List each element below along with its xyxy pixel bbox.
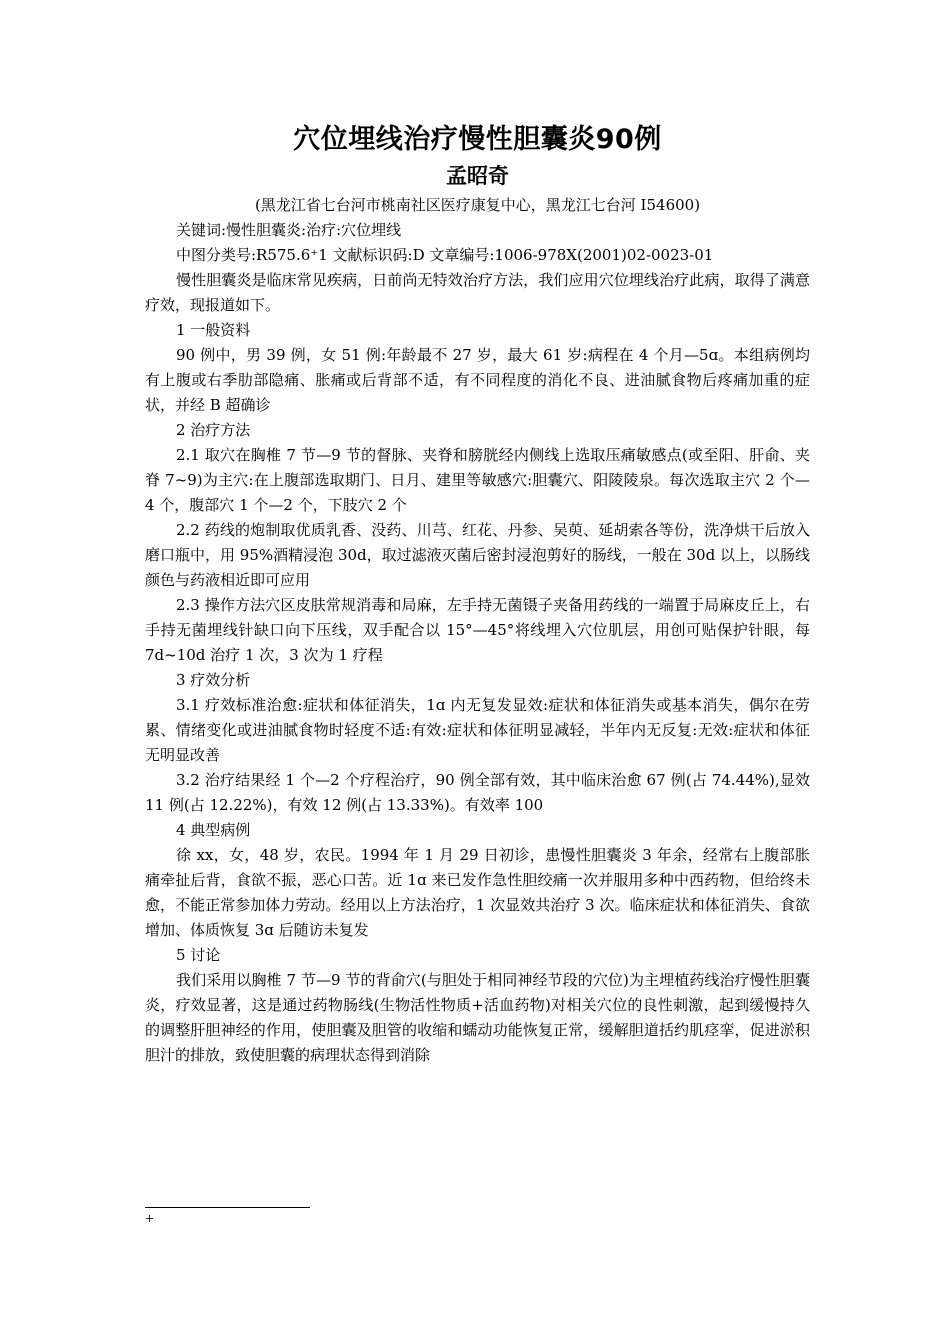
method-2-1-paragraph: 2.1 取穴在胸椎 7 节—9 节的督脉、夹脊和膀胱经内侧线上选取压痛敏感点(或至阳、肝俞、夹脊 7~9)为主穴:在上腹部选取期门、日月、建里等敏感穴:胆囊穴、阳陵陵泉。每次选取主穴 2 个—4 个，腹部穴 1 个—2 个，下肢穴 2 个	[145, 446, 810, 514]
efficacy-3-1-paragraph: 3.1 疗效标准治愈:症状和体征消失，1ɑ 内无复发显效:症状和体征消失或基本消失，偶尔在劳累、情绪变化或进油腻食物时轻度不适:有效:症状和体征明显减轻，半年内无反复:无效:症状和体征无明显改善	[145, 696, 810, 764]
footnote-mark: +	[145, 1212, 155, 1225]
general-data-paragraph: 90 例中，男 39 例，女 51 例:年龄最不 27 岁，最大 61 岁:病程在 4 个月—5ɑ。本组病例均有上腹或右季肋部隐痛、胀痛或后背部不适，有不同程度的消化不良、进油腻食物后疼痛加重的症状，并经 B 超确诊	[145, 346, 810, 414]
article	[145, 120, 810, 1068]
section-heading-discussion: 5 讨论	[176, 946, 221, 964]
efficacy-3-2-paragraph: 3.2 治疗结果经 1 个—2 个疗程治疗，90 例全部有效，其中临床治愈 67 例(占 74.44%),显效 11 例(占 12.22%)，有效 12 例(占 13.33%)。有效率 100	[145, 771, 810, 814]
section-heading-method: 2 治疗方法	[176, 421, 251, 439]
intro-paragraph: 慢性胆囊炎是临床常见疾病，日前尚无特效治疗方法，我们应用穴位埋线治疗此病，取得了满意疗效，现报道如下。	[145, 271, 810, 314]
article-title: 穴位埋线治疗慢性胆囊炎90例	[293, 124, 662, 155]
discussion-paragraph: 我们采用以胸椎 7 节—9 节的背俞穴(与胆处于相同神经节段的穴位)为主埋植药线治疗慢性胆囊炎，疗效显著，这是通过药物肠线(生物活性物质+活血药物)对相关穴位的良性刺激，起到缓慢持久的调整肝胆神经的作用，使胆囊及胆管的收缩和蠕动功能恢复正常，缓解胆道括约肌痉挛，促进淤积胆汁的排放，致使胆囊的病理状态得到消除	[145, 971, 810, 1064]
author-name: 孟昭奇	[446, 164, 509, 188]
method-2-2-paragraph: 2.2 药线的炮制取优质乳香、没药、川芎、红花、丹参、吴萸、延胡索各等份，洗净烘干后放入磨口瓶中，用 95%酒精浸泡 30d，取过滤液灭菌后密封浸泡剪好的肠线，一般在 30d 以上，以肠线颜色与药液相近即可应用	[145, 521, 810, 589]
author-affiliation: (黑龙江省七台河市桃南社区医疗康复中心，黑龙江七台河 I54600)	[254, 196, 701, 214]
footnote-divider	[145, 1207, 310, 1208]
case-paragraph: 徐 xx，女，48 岁，农民。1994 年 1 月 29 日初诊，患慢性胆囊炎 3 年余，经常右上腹部胀痛牵扯后背，食欲不振，恶心口苦。近 1ɑ 来已发作急性胆绞痛一次并服用多种中西药物，但给终未愈，不能正常参加体力劳动。经用以上方法治疗，1 次显效共治疗 3 次。临床症状和体征消失、食欲增加、体质恢复 3ɑ 后随访未复发	[145, 846, 810, 939]
method-2-3-paragraph: 2.3 操作方法穴区皮肤常规消毒和局麻，左手持无菌镊子夹备用药线的一端置于局麻皮丘上，右手持无菌埋线针缺口向下压线，双手配合以 15°—45°将线埋入穴位肌层，用创可贴保护针眼，每 7d~10d 治疗 1 次，3 次为 1 疗程	[145, 596, 810, 664]
section-heading-general: 1 一般资料	[176, 321, 251, 339]
section-heading-case: 4 典型病例	[176, 821, 251, 839]
section-heading-efficacy: 3 疗效分析	[176, 671, 251, 689]
classification-line: 中图分类号:R575.6⁺1 文献标识码:D 文章编号:1006-978X(2001)02-0023-01	[176, 246, 714, 264]
keywords: 关键词:慢性胆囊炎:治疗:穴位埋线	[176, 221, 402, 239]
